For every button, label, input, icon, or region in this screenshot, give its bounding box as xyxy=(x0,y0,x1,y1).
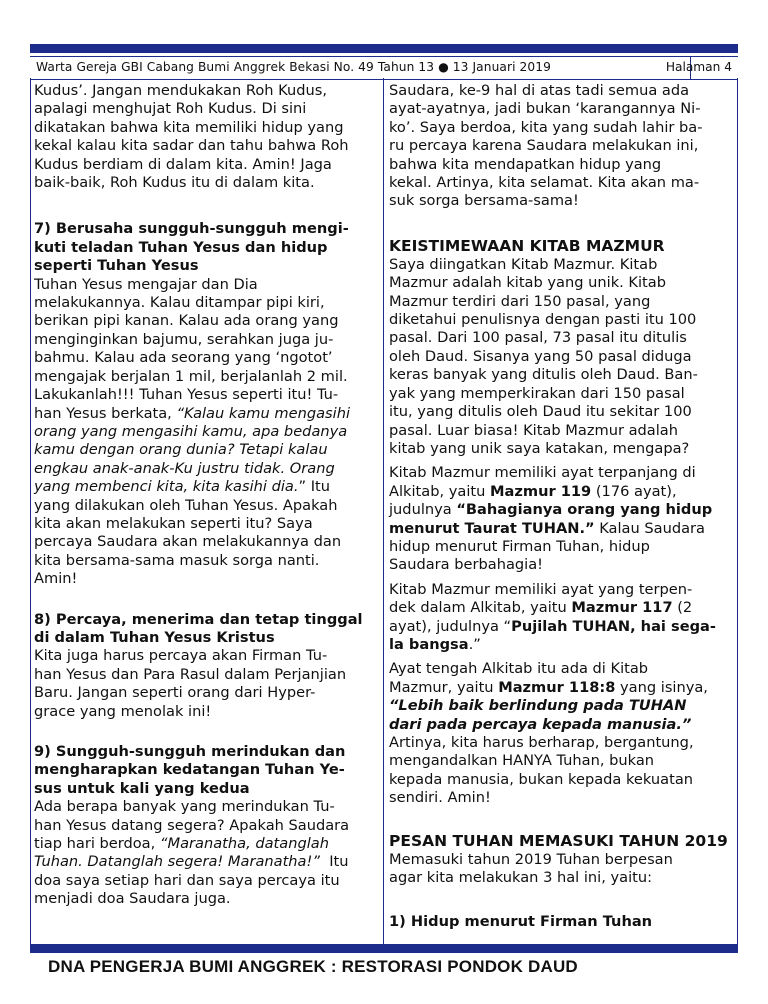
header-publication: Warta Gereja GBI Cabang Bumi Anggrek Bekasi No. 49 Tahun 13 ● 13 Januari 2019 xyxy=(36,60,551,74)
header-page-number: Halaman 4 xyxy=(665,60,732,74)
left-column xyxy=(34,82,382,909)
section-8-body: Kita juga harus percaya akan Firman Tu- han Yesus dan Para Rasul dalam Perjanjian Baru. Jangan seperti orang dari Hyper- grace yang menolak ini! xyxy=(34,647,347,720)
ref-mazmur-117: Mazmur 117 xyxy=(571,599,673,617)
heading-pesan-tuhan-2019: PESAN TUHAN MEMASUKI TAHUN 2019 xyxy=(389,831,728,850)
right-border xyxy=(737,78,738,944)
section-7-heading: 7) Berusaha sungguh-sungguh mengi- kuti teladan Tuhan Yesus dan hidup seperti Tuhan Yesus xyxy=(34,220,349,275)
ref-mazmur-118-8: Mazmur 118:8 xyxy=(498,678,616,696)
page-header xyxy=(30,56,738,80)
ref-mazmur-119: Mazmur 119 xyxy=(490,482,592,500)
heading-kitab-mazmur: KEISTIMEWAAN KITAB MAZMUR xyxy=(389,236,665,255)
top-rule xyxy=(30,44,738,53)
mazmur-paragraph-2: Kitab Mazmur memiliki ayat terpanjang di Alkitab, yaitu Mazmur 119 (176 ayat), judulnya “Bahagianya orang yang hidup menurut Taurat TUHAN.” Kalau Saudara hidup menurut Firman Tuhan, hidup Saudara berbahagia! xyxy=(389,464,713,574)
right-column xyxy=(389,82,735,932)
section-7-body: Tuhan Yesus mengajar dan Dia melakukannya. Kalau ditampar pipi kiri, berikan pipi kanan. Kalau ada orang yang menginginkan bajumu, serahkan juga ju- bahmu. Kalau ada seorang yang ‘ngotot’ mengajak berjalan 1 mil, berjalanlah 2 mil. Lakukanlah!!! Tuhan Yesus seperti itu! Tu- han Yesus berkata, “Kalau kamu mengasihi orang yang mengasihi kamu, apa bedanya kamu dengan orang dunia? Tetapi kalau engkau anak-anak-Ku justru tidak. Orang yang membenci kita, kita kasihi dia.” Itu yang dilakukan oleh Tuhan Yesus. Apakah kita akan melakukan seperti itu? Saya percaya Saudara akan melakukannya dan kita bersama-sama masuk sorga nanti. Amin! xyxy=(34,275,351,588)
jesus-quote: “Kalau kamu mengasihi xyxy=(176,404,351,422)
section-9-heading: 9) Sungguh-sungguh merindukan dan mengharapkan kedatangan Tuhan Ye- sus untuk kali yang kedua xyxy=(34,743,346,797)
intro-paragraph: Kudus’. Jangan mendukakan Roh Kudus, apalagi menghujat Roh Kudus. Di sini dikatakan bahwa kita memiliki hidup yang kekal kalau kita sadar dan tahu bahwa Roh Kudus berdiam di dalam kita. Amin! Jaga baik-baik, Roh Kudus itu di dalam kita. xyxy=(34,82,349,192)
closing-paragraph: Saudara, ke-9 hal di atas tadi semua ada ayat-ayatnya, jadi bukan ‘karangannya Ni- ko’. Saya berdoa, kita yang sudah lahir ba- ru percaya karena Saudara melakukan ini, bahwa kita mendapatkan hidup yang kekal. Artinya, kita selamat. Kita akan ma- suk sorga bersama-sama! xyxy=(389,82,703,210)
mazmur-paragraph-3: Kitab Mazmur memiliki ayat yang terpen- dek dalam Alkitab, yaitu Mazmur 117 (2 ayat), judulnya “Pujilah TUHAN, hai sega- la bangsa.” xyxy=(389,580,716,653)
pesan-paragraph: Memasuki tahun 2019 Tuhan berpesan agar kita melakukan 3 hal ini, yaitu: xyxy=(389,850,673,887)
page-footer: DNA PENGERJA BUMI ANGGREK : RESTORASI PONDOK DAUD xyxy=(48,957,578,976)
column-divider xyxy=(383,78,384,944)
section-9-body: Ada berapa banyak yang merindukan Tu- han Yesus datang segera? Apakah Saudara tiap hari berdoa, “Maranatha, datanglah Tuhan. Datanglah segera! Maranatha!” Itu doa saya setiap hari dan saya percaya itu menjadi doa Saudara juga. xyxy=(34,798,350,908)
mazmur-paragraph-1: Saya diingatkan Kitab Mazmur. Kitab Mazmur adalah kitab yang unik. Kitab Mazmur terdiri dari 150 pasal, yang diketahui penulisnya dengan pasti itu 100 pasal. Dari 100 pasal, 73 pasal itu ditulis oleh Daud. Sisanya yang 50 pasal diduga keras banyak yang ditulis oleh Daud. Ban- yak yang memperkirakan dari 150 pasal itu, yang ditulis oleh Daud itu sekitar 100 pasal. Luar biasa! Kitab Mazmur adalah kitab yang unik saya katakan, mengapa? xyxy=(389,255,698,457)
section-8-heading: 8) Percaya, menerima dan tetap tinggal di dalam Tuhan Yesus Kristus xyxy=(34,610,363,646)
mazmur-paragraph-4: Ayat tengah Alkitab itu ada di Kitab Mazmur, yaitu Mazmur 118:8 yang isinya, “Lebih baik berlindung pada TUHAN dari pada percaya kepada manusia.” Artinya, kita harus berharap, bergantung, mengandalkan HANYA Tuhan, bukan kepada manusia, bukan kepada kekuatan sendiri. Amin! xyxy=(389,660,708,807)
point-1-heading: 1) Hidup menurut Firman Tuhan xyxy=(389,913,653,931)
bottom-rule xyxy=(30,944,738,953)
maranatha-prayer: “Maranatha, datanglah xyxy=(159,835,329,853)
left-border xyxy=(30,78,31,944)
